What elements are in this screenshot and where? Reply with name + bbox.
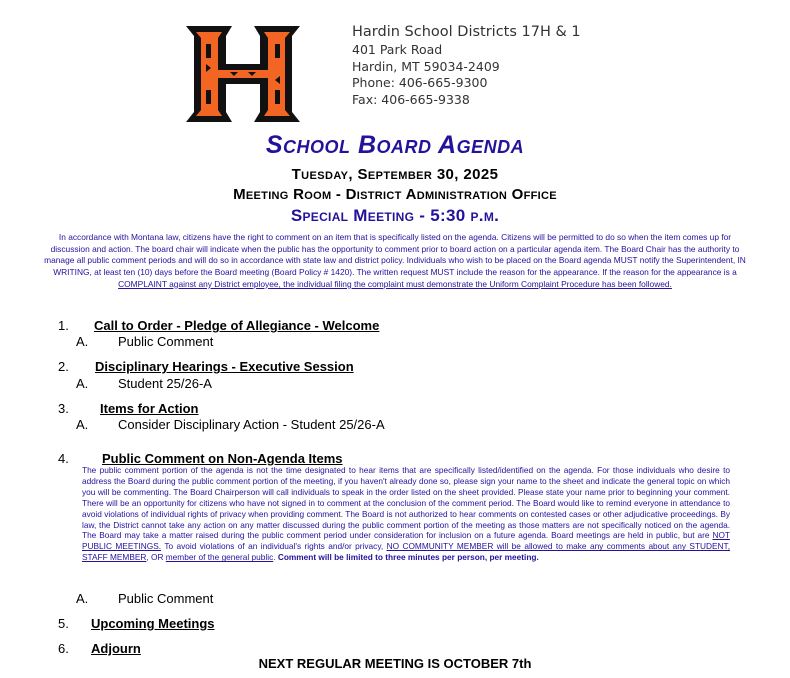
pc-general-public: member of the general public: [165, 552, 274, 563]
item-5-title: Upcoming Meetings: [91, 616, 215, 631]
intro-text: In accordance with Montana law, citizens have the right to comment on an item that is specifically listed on the agenda. Citizens will be permitted to do so when the item comes up for discussion and action. The board chair will indicate when the public has the opportunity to comment prior to board action on a particular agenda item. The Board Chair has the authority to manage all public comment periods and will do so in accordance with state law and district policy. Individuals who wish to be placed on the Board agenda MUST notify the Superintendent, IN WRITING, at least ten (10) days before the Board meeting (Board Policy # 1420). The written request MUST include the reason for the appearance. If the reason for the appearance is a: [44, 232, 746, 278]
item-3-number: 3.: [58, 401, 69, 416]
item-5-number: 5.: [58, 616, 69, 631]
meeting-date: Tuesday, September 30, 2025: [291, 166, 499, 183]
district-info: [352, 22, 581, 108]
item-1-number: 1.: [58, 318, 69, 333]
next-meeting-note: NEXT REGULAR MEETING IS OCTOBER 7th: [258, 656, 532, 671]
meeting-type: Special Meeting - 5:30 p.m.: [290, 206, 500, 225]
intro-paragraph: [40, 232, 750, 291]
district-address-1: 401 Park Road: [352, 42, 443, 57]
district-address-2: Hardin, MT 59034-2409: [352, 58, 500, 74]
district-fax: Fax: 406-665-9338: [352, 91, 470, 107]
item-3-sub-text: Consider Disciplinary Action - Student 25/26-A: [118, 417, 385, 432]
item-2-number: 2.: [58, 359, 69, 374]
district-name: Hardin School Districts 17H & 1: [352, 24, 581, 40]
item-2-sub-letter: A.: [76, 376, 89, 391]
agenda-title: School Board Agenda: [265, 131, 525, 159]
pc-no-community: NO COMMUNITY MEMBER will be allowed to make any comments about any STUDENT, STAFF MEMBER: [82, 541, 730, 563]
pc-text-2: To avoid violations of an individual's rights and/or privacy,: [161, 541, 387, 552]
item-4-sub-letter: A.: [76, 591, 89, 606]
pc-text-4: .: [273, 552, 278, 563]
pc-text-1: The public comment portion of the agenda is not the time designated to hear items that are specifically listed/identified on the agenda. For those individuals who desire to address the Board during the public comment portion of the meeting, if you haven't already done so, please sign your name to the sheet and indicate the general topic on which you will be commenting. The Board Chairperson will call individuals to speak in the order listed on the sheet provided. Please state your name prior to beginning your comment. There will be an opportunity for citizens who have not signed in to comment at the conclusion of the comment period. The Board would like to remind everyone in attendance to avoid violations of individual rights of privacy when providing comment. The Board is not authorized to hear comments on contested cases or other adjudicative proceedings. By law, the District cannot take any action on any matter discussed during the public comment portion of the meeting as those matters are not specifically noticed on the agenda. The Board may take a matter raised during the public comment period under consideration for inclusion on a future agenda. Board meetings are held in public, but are: [82, 465, 730, 541]
district-h-logo: [178, 20, 308, 128]
pc-not-public: NOT PUBLIC MEETINGS.: [82, 530, 730, 552]
item-2-sub-text: Student 25/26-A: [118, 376, 212, 391]
item-1-title: Call to Order - Pledge of Allegiance - Welcome: [94, 318, 380, 333]
item-1-sub-text: Public Comment: [118, 334, 214, 349]
pc-time-limit: Comment will be limited to three minutes per person, per meeting.: [277, 552, 539, 563]
item-6-number: 6.: [58, 641, 69, 656]
item-4-sub-text: Public Comment: [118, 591, 214, 606]
item-3-sub-letter: A.: [76, 417, 89, 432]
meeting-location: Meeting Room - District Administration Office: [233, 186, 557, 203]
item-4-title: Public Comment on Non-Agenda Items: [102, 451, 343, 466]
item-4-number: 4.: [58, 451, 69, 466]
public-comment-paragraph: [82, 465, 730, 563]
district-phone: Phone: 406-665-9300: [352, 75, 488, 90]
item-2-title: Disciplinary Hearings - Executive Session: [95, 359, 354, 374]
item-3-title: Items for Action: [100, 401, 199, 416]
item-1-sub-letter: A.: [76, 334, 89, 349]
item-6-title: Adjourn: [91, 641, 141, 656]
pc-text-3: , OR: [146, 552, 166, 563]
intro-complaint-text: COMPLAINT against any District employee, the individual filing the complaint must demonstrate the Uniform Complaint Procedure has been followed.: [118, 278, 672, 289]
